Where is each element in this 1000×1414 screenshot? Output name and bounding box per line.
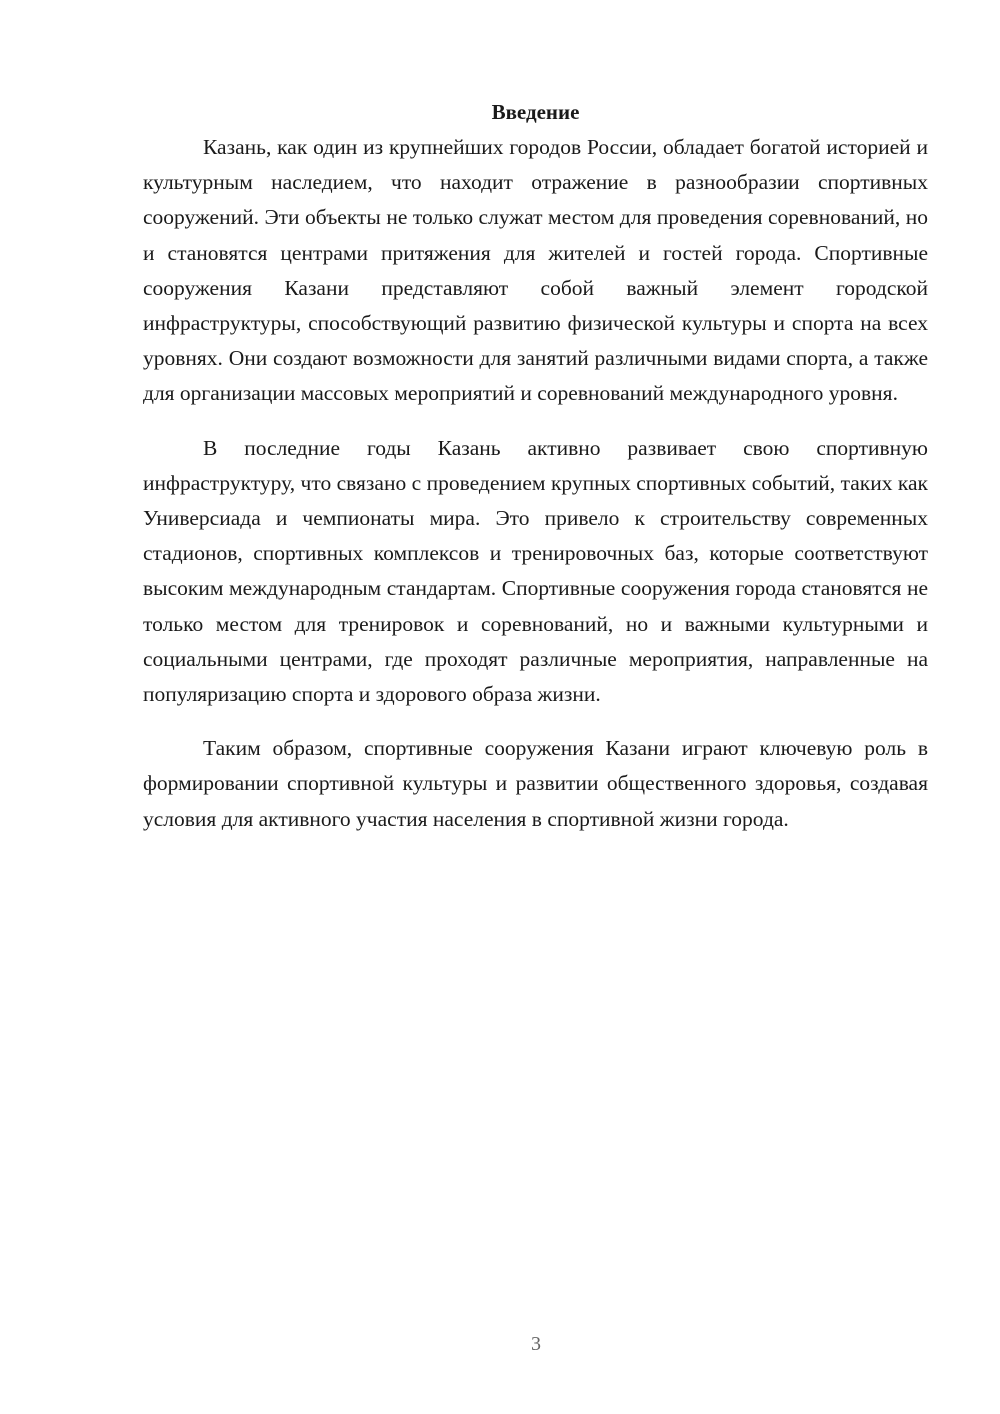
page-number: 3 bbox=[531, 1333, 541, 1355]
paragraph-2: В последние годы Казань активно развивает свою спортивную инфраструктуру, что связано с проведением крупных спортивных событий, таких как Универсиада и чемпионаты мира. Это привело к строительству современных стадионов, спортивных комплексов и тренировочных баз, которые соответствуют высоким международным стандартам. Спортивные сооружения города становятся не только местом для тренировок и соревнований, но и важными культурными и социальными центрами, где проходят различные мероприятия, направленные на популяризацию спорта и здорового образа жизни. bbox=[143, 435, 928, 707]
section-title: Введение bbox=[491, 100, 580, 124]
paragraph-1: Казань, как один из крупнейших городов России, обладает богатой историей и культурным наследием, что находит отражение в разнообразии спортивных сооружений. Эти объекты не только служат местом для проведения соревнований, но и становятся центрами притяжения для жителей и гостей города. Спортивные сооружения Казани представляют собой важный элемент городской инфраструктуры, способствующий развитию физической культуры и спорта на всех уровнях. Они создают возможности для занятий различными видами спорта, а также для организации массовых мероприятий и соревнований международного уровня. bbox=[143, 135, 928, 406]
paragraph-3: Таким образом, спортивные сооружения Казани играют ключевую роль в формировании спортивной культуры и развитии общественного здоровья, создавая условия для активного участия населения в спортивной жизни города. bbox=[143, 736, 928, 831]
page-content bbox=[143, 95, 928, 856]
